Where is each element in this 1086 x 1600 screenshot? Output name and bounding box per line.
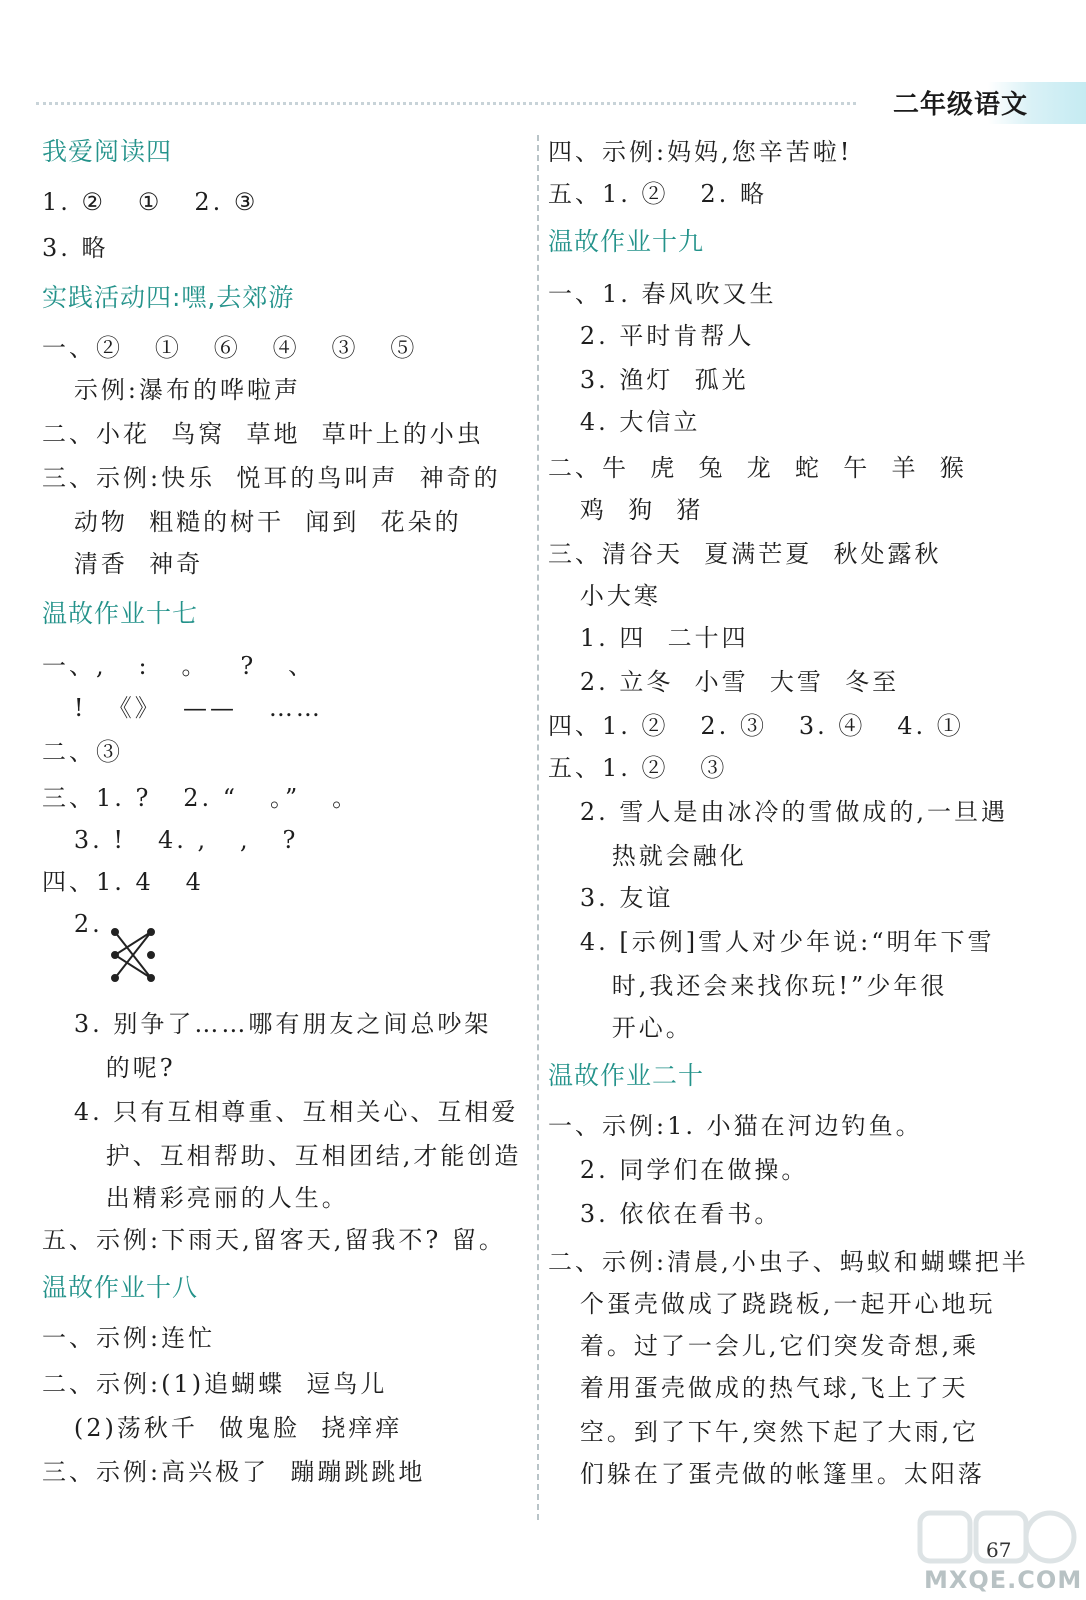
answer-line: 二、示例:(1)追蝴蝶 逗鸟儿 (42, 1370, 388, 1398)
header-dotted-rule (36, 102, 856, 105)
answer-line: 3. 渔灯 孤光 (548, 366, 749, 394)
answer-line: 2. (42, 910, 103, 938)
answer-line: 一、, : 。 ? 、 (42, 652, 316, 680)
answer-line: 出精彩亮丽的人生。 (42, 1184, 349, 1212)
answer-line: 3. 略 (42, 234, 109, 262)
answer-line: 2. 雪人是由冰冷的雪做成的,一旦遇 (548, 798, 1009, 826)
answer-line: 鸡 狗 猪 (548, 496, 704, 524)
answer-line: 三、示例:快乐 悦耳的鸟叫声 神奇的 (42, 464, 501, 492)
answer-line: 四、示例:妈妈,您辛苦啦! (548, 138, 853, 166)
section-heading: 温故作业十七 (42, 599, 199, 628)
answer-line: 开心。 (548, 1014, 693, 1042)
answer-line: 2. 同学们在做操。 (548, 1156, 809, 1184)
answer-line: 3. ! 4. , , ? (42, 826, 299, 854)
answer-line: 3. 别争了……哪有朋友之间总吵架 (42, 1010, 492, 1038)
answer-line: 时,我还会来找你玩!”少年很 (548, 972, 948, 1000)
answer-line: 3. 依依在看书。 (548, 1200, 782, 1228)
answer-line: 热就会融化 (548, 842, 747, 870)
answer-line: 3. 友谊 (548, 884, 674, 912)
answer-line: 一、示例:连忙 (42, 1324, 216, 1352)
answer-line: 的呢? (42, 1054, 176, 1082)
section-heading: 实践活动四:嘿,去郊游 (42, 283, 295, 312)
answer-line: 一、② ① ⑥ ④ ③ ⑤ (42, 334, 418, 362)
watermark-text: MXQE.COM (924, 1566, 1083, 1594)
section-heading: 温故作业二十 (548, 1061, 705, 1090)
answer-line: 们躲在了蛋壳做的帐篷里。太阳落 (548, 1460, 985, 1488)
answer-line: 4. [示例]雪人对少年说:“明年下雪 (548, 928, 995, 956)
answer-line: 三、示例:高兴极了 蹦蹦跳跳地 (42, 1458, 426, 1486)
answer-line: 一、示例:1. 小猫在河边钓鱼。 (548, 1112, 923, 1140)
answer-line: 4. 只有互相尊重、互相关心、互相爱 (42, 1098, 519, 1126)
answer-line: 小大寒 (548, 582, 661, 610)
answer-line: 1. 四 二十四 (548, 624, 749, 652)
answer-line: 一、1. 春风吹又生 (548, 280, 777, 308)
page-header-title: 二年级语文 (893, 90, 1029, 120)
answer-line: 三、1. ? 2. “ 。” 。 (42, 784, 360, 812)
answer-line: 五、1. ② ③ (548, 754, 728, 782)
answer-line: 动物 粗糙的树干 闻到 花朵的 (42, 508, 462, 536)
answer-line: (2)荡秋千 做鬼脸 挠痒痒 (42, 1414, 403, 1442)
answer-line: 4. 大信立 (548, 408, 701, 436)
answer-line: ! 《》 —— …… (42, 694, 323, 722)
answer-line: 三、清谷天 夏满芒夏 秋处露秋 (548, 540, 942, 568)
answer-line: 示例:瀑布的哗啦声 (42, 376, 301, 404)
page-number: 67 (986, 1538, 1012, 1562)
section-heading: 我爱阅读四 (42, 137, 173, 166)
answer-line: 着。过了一会儿,它们突发奇想,乘 (548, 1332, 980, 1360)
answer-line: 2. 平时肯帮人 (548, 322, 755, 350)
answer-line: 2. 立冬 小雪 大雪 冬至 (548, 668, 900, 696)
answer-line: 五、1. ② 2. 略 (548, 180, 767, 208)
matching-lines-figure (110, 928, 156, 982)
answer-line: 二、③ (42, 738, 123, 766)
answer-line: 清香 神奇 (42, 550, 204, 578)
answer-line: 四、1. ② 2. ③ 3. ④ 4. ① (548, 712, 964, 740)
answer-line: 着用蛋壳做成的热气球,飞上了天 (548, 1374, 969, 1402)
section-heading: 温故作业十九 (548, 227, 705, 256)
section-heading: 温故作业十八 (42, 1273, 199, 1302)
answer-line: 二、牛 虎 兔 龙 蛇 午 羊 猴 (548, 454, 967, 482)
answer-line: 个蛋壳做成了跷跷板,一起开心地玩 (548, 1290, 996, 1318)
answer-line: 二、小花 鸟窝 草地 草叶上的小虫 (42, 420, 484, 448)
answer-line: 护、互相帮助、互相团结,才能创造 (42, 1142, 522, 1170)
answer-line: 1. ② ① 2. ③ (42, 188, 259, 216)
answer-line: 二、示例:清晨,小虫子、蚂蚁和蝴蝶把半 (548, 1248, 1029, 1276)
answer-line: 空。到了下午,突然下起了大雨,它 (548, 1418, 980, 1446)
column-divider (537, 135, 539, 1520)
answer-line: 五、示例:下雨天,留客天,留我不? 留。 (42, 1226, 506, 1254)
answer-line: 四、1. 4 4 (42, 868, 204, 896)
